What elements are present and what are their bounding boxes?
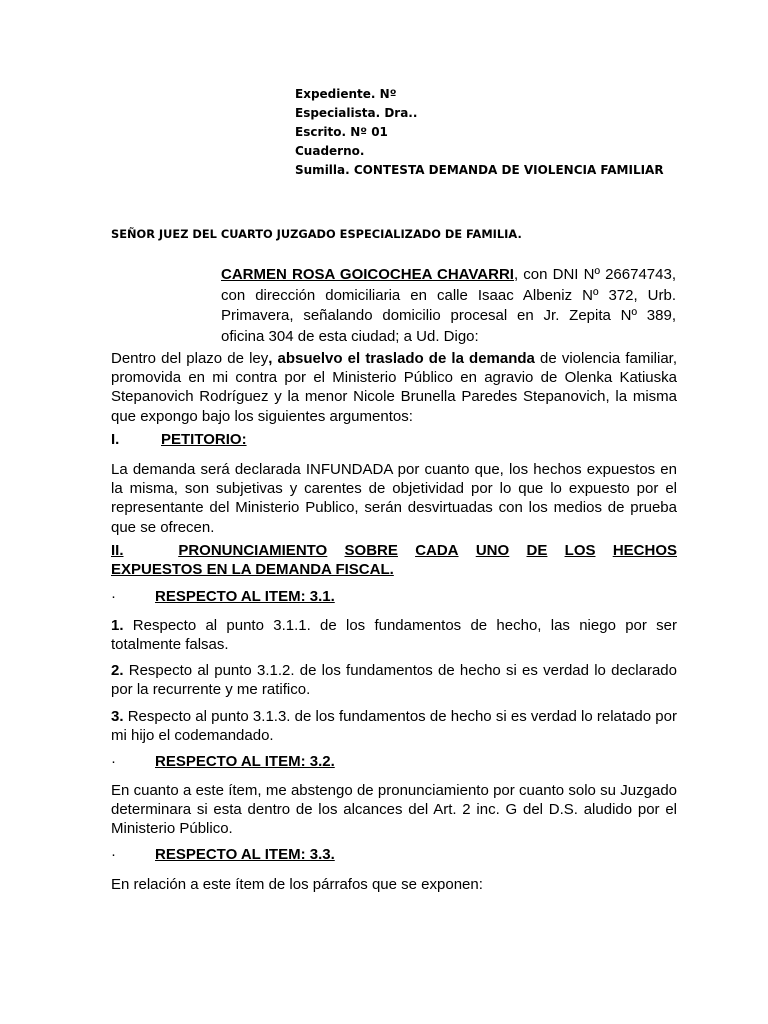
section-1-heading — [111, 431, 247, 448]
item-3-2-title: RESPECTO AL ITEM: 3.2. — [155, 753, 335, 770]
opening-start: Dentro del plazo de ley — [111, 350, 269, 367]
point-number: 3. — [111, 708, 124, 725]
bullet-icon: · — [111, 846, 116, 863]
opening-bold: , absuelvo el traslado de la demanda — [268, 350, 535, 367]
section-2-word: HECHOS — [612, 542, 677, 559]
escrito-line: Escrito. Nº 01 — [295, 125, 388, 139]
item-3-3-title: RESPECTO AL ITEM: 3.3. — [155, 846, 335, 863]
intro-rest: , con DNI Nº 26674743, con dirección domiciliaria en calle Isaac Albeniz Nº 372, Urb. Primavera, señalando domicilio procesal en Jr. Zepita Nº 389, oficina 304 de esta ciudad; a Ud. Digo: — [221, 266, 676, 345]
section-1-number: I. — [111, 431, 120, 448]
section-2-title-line-1 — [111, 541, 677, 560]
section-1-text: La demanda será declarada INFUNDADA por cuanto que, los hechos expuestos en la misma, son subjetivas y carentes de objetividad por lo que lo expuesto por el representante del Ministerio Publico, serán desvirtuadas con los medios de prueba que se ofrecen. — [111, 461, 677, 536]
bullet-icon: · — [111, 753, 116, 770]
sumilla-line: Sumilla. CONTESTA DEMANDA DE VIOLENCIA FAMILIAR — [295, 163, 664, 177]
opening-end: de violencia familiar, promovida en mi contra por el Ministerio Público en agravio de Olenka Katiuska Stepanovich Rodríguez y la menor Nicole Brunella Paredes Stepanovich, la misma que expongo bajo los siguientes argumentos: — [111, 350, 677, 425]
bullet-icon: · — [111, 588, 116, 605]
expediente-line: Expediente. Nº — [295, 87, 397, 101]
section-2-word: SOBRE — [344, 542, 398, 559]
plaintiff-name: CARMEN ROSA GOICOCHEA CHAVARRI — [221, 266, 514, 283]
item-3-3-text: En relación a este ítem de los párrafos que se exponen: — [111, 876, 483, 893]
point-text: Respecto al punto 3.1.3. de los fundamentos de hecho si es verdad lo relatado por mi hijo el codemandado. — [111, 708, 677, 745]
point-text: Respecto al punto 3.1.2. de los fundamentos de hecho si es verdad lo declarado por la recurrente y me ratifico. — [111, 662, 677, 699]
item-3-1-heading — [111, 588, 335, 605]
opening-paragraph — [111, 349, 677, 426]
section-2-word: UNO — [475, 542, 510, 559]
item-3-1-title: RESPECTO AL ITEM: 3.1. — [155, 588, 335, 605]
point-number: 2. — [111, 662, 124, 679]
section-1-title: PETITORIO: — [161, 431, 247, 448]
cuaderno-line: Cuaderno. — [295, 144, 365, 158]
section-2-word: CADA — [415, 542, 459, 559]
intro-paragraph — [221, 265, 676, 347]
section-2-word: DE — [526, 542, 548, 559]
case-header — [295, 85, 664, 180]
item-3-2-heading — [111, 753, 335, 770]
section-2-number: II. — [111, 542, 124, 559]
especialista-line: Especialista. Dra.. — [295, 106, 418, 120]
point-3-1-2 — [111, 661, 677, 699]
point-text: Respecto al punto 3.1.1. de los fundamentos de hecho, las niego por ser totalmente falsas. — [111, 617, 677, 654]
point-number: 1. — [111, 617, 124, 634]
judge-address: SEÑOR JUEZ DEL CUARTO JUZGADO ESPECIALIZADO DE FAMILIA. — [111, 227, 522, 241]
section-2-word: LOS — [564, 542, 596, 559]
section-2-word: PRONUNCIAMIENTO — [178, 542, 328, 559]
section-2-title-line-2: EXPUESTOS EN LA DEMANDA FISCAL. — [111, 561, 394, 578]
point-3-1-3 — [111, 707, 677, 745]
item-3-2-text: En cuanto a este ítem, me abstengo de pronunciamiento por cuanto solo su Juzgado determinara si esta dentro de los alcances del Art. 2 inc. G del D.S. aludido por el Ministerio Público. — [111, 782, 677, 838]
section-2-heading — [111, 541, 677, 579]
point-3-1-1 — [111, 616, 677, 654]
item-3-3-heading — [111, 846, 335, 863]
